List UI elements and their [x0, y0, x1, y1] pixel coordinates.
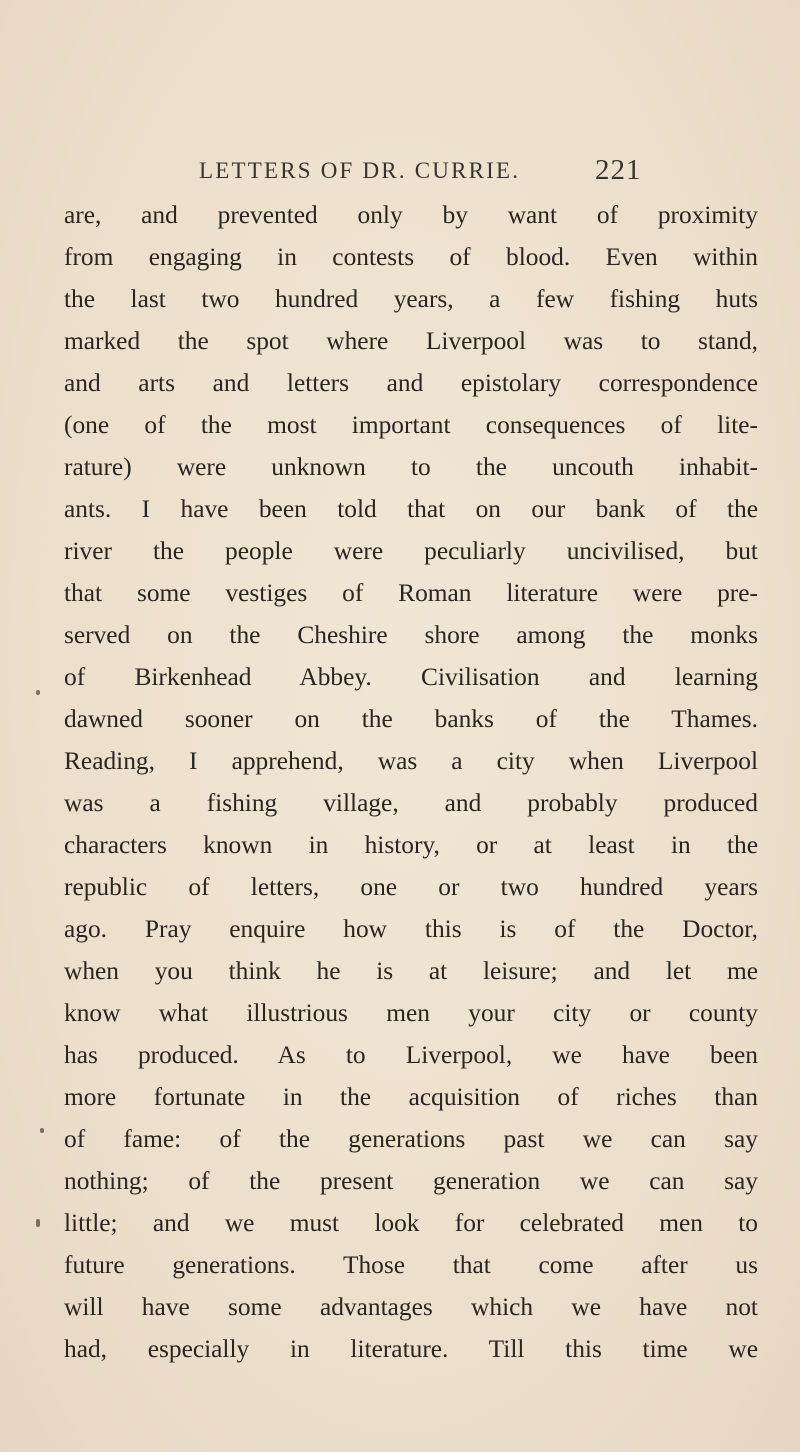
body-text [64, 194, 758, 1370]
text-line: Reading, I apprehend, was a city when Liverpool [64, 747, 758, 775]
text-line: nothing; of the present generation we can say [64, 1167, 758, 1195]
text-line: republic of letters, one or two hundred years [64, 873, 758, 901]
text-line: from engaging in contests of blood. Even within [64, 243, 758, 271]
text-line: are, and prevented only by want of proximity [64, 201, 758, 229]
text-line: ago. Pray enquire how this is of the Doctor, [64, 915, 758, 943]
running-title: LETTERS OF DR. CURRIE. [199, 158, 521, 183]
text-line: little; and we must look for celebrated men to [64, 1209, 758, 1237]
text-line: and arts and letters and epistolary correspondence [64, 369, 758, 397]
page-number: 221 [595, 154, 642, 186]
running-head [0, 154, 800, 188]
ink-speck [36, 1219, 40, 1227]
text-line: ants. I have been told that on our bank of the [64, 495, 758, 523]
ink-speck [36, 690, 40, 695]
text-line: rature) were unknown to the uncouth inhabit- [64, 453, 758, 481]
text-line: will have some advantages which we have not [64, 1293, 758, 1321]
text-line: has produced. As to Liverpool, we have been [64, 1041, 758, 1069]
text-line: future generations. Those that come after us [64, 1251, 758, 1279]
text-line: was a fishing village, and probably produced [64, 789, 758, 817]
text-line: know what illustrious men your city or county [64, 999, 758, 1027]
text-line: served on the Cheshire shore among the monks [64, 621, 758, 649]
text-line: marked the spot where Liverpool was to stand, [64, 327, 758, 355]
text-line: river the people were peculiarly uncivilised, but [64, 537, 758, 565]
text-line: had, especially in literature. Till this time we [64, 1335, 758, 1363]
text-line: of Birkenhead Abbey. Civilisation and learning [64, 663, 758, 691]
text-line: when you think he is at leisure; and let me [64, 957, 758, 985]
ink-speck [40, 1128, 44, 1133]
text-line: of fame: of the generations past we can say [64, 1125, 758, 1153]
text-line: (one of the most important consequences of lite- [64, 411, 758, 439]
text-line: that some vestiges of Roman literature were pre- [64, 579, 758, 607]
text-line: the last two hundred years, a few fishing huts [64, 285, 758, 313]
text-line: dawned sooner on the banks of the Thames. [64, 705, 758, 733]
text-line: characters known in history, or at least in the [64, 831, 758, 859]
text-line: more fortunate in the acquisition of riches than [64, 1083, 758, 1111]
